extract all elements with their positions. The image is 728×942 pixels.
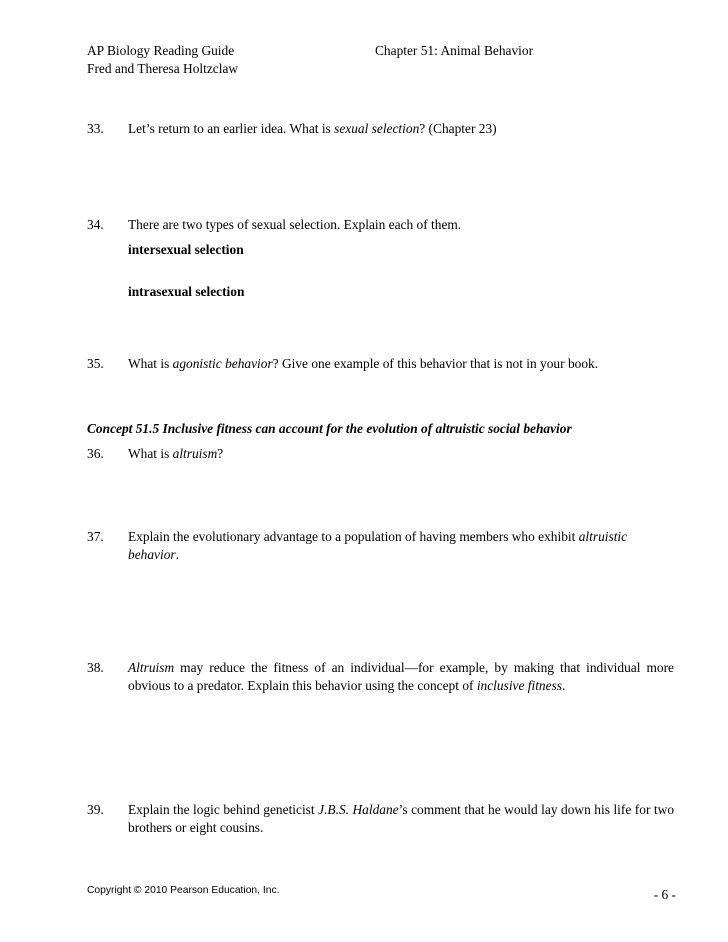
- term: Altruism: [128, 660, 175, 675]
- term: altruistic behavior: [128, 529, 628, 562]
- copyright-notice: Copyright © 2010 Pearson Education, Inc.: [87, 885, 280, 896]
- question-text: Altruism may reduce the fitness of an individual—for example, by making that individual more obvious to a predator. Explain this behavior using the concept of inclusive fitness.: [128, 660, 674, 693]
- question-number: 34.: [87, 217, 104, 232]
- sub-item-intersexual: intersexual selection: [128, 242, 244, 257]
- chapter-title: Chapter 51: Animal Behavior: [375, 43, 534, 58]
- term: agonistic behavior: [172, 356, 273, 371]
- question-number: 35.: [87, 356, 104, 371]
- term: sexual selection: [334, 121, 420, 136]
- term: inclusive fitness: [476, 677, 562, 693]
- question-number: 38.: [87, 660, 104, 675]
- concept-heading: Concept 51.5 Inclusive fitness can account for the evolution of altruistic social behavior: [87, 421, 572, 436]
- question-text: What is agonistic behavior? Give one example of this behavior that is not in your book.: [128, 356, 599, 371]
- term: J.B.S. Haldane: [318, 802, 399, 817]
- guide-title: AP Biology Reading Guide: [87, 43, 235, 58]
- question-text: Explain the logic behind geneticist J.B.S. Haldane’s comment that he would lay down his life for two brothers or eight cousins.: [128, 802, 675, 835]
- authors: Fred and Theresa Holtzclaw: [87, 60, 239, 76]
- page-header-left: [87, 42, 238, 77]
- term: altruism: [172, 446, 218, 461]
- sub-item-intrasexual: intrasexual selection: [128, 284, 245, 299]
- question-text: What is altruism?: [128, 446, 224, 461]
- question-number: 39.: [87, 802, 104, 817]
- question-number: 33.: [87, 121, 104, 136]
- question-text: Let’s return to an earlier idea. What is sexual selection? (Chapter 23): [128, 121, 497, 136]
- question-number: 36.: [87, 446, 104, 461]
- page-number: - 6 -: [653, 887, 676, 902]
- question-text: There are two types of sexual selection. Explain each of them.: [128, 217, 462, 232]
- question-text: Explain the evolutionary advantage to a population of having members who exhibit altruistic behavior.: [128, 529, 628, 562]
- question-number: 37.: [87, 529, 104, 544]
